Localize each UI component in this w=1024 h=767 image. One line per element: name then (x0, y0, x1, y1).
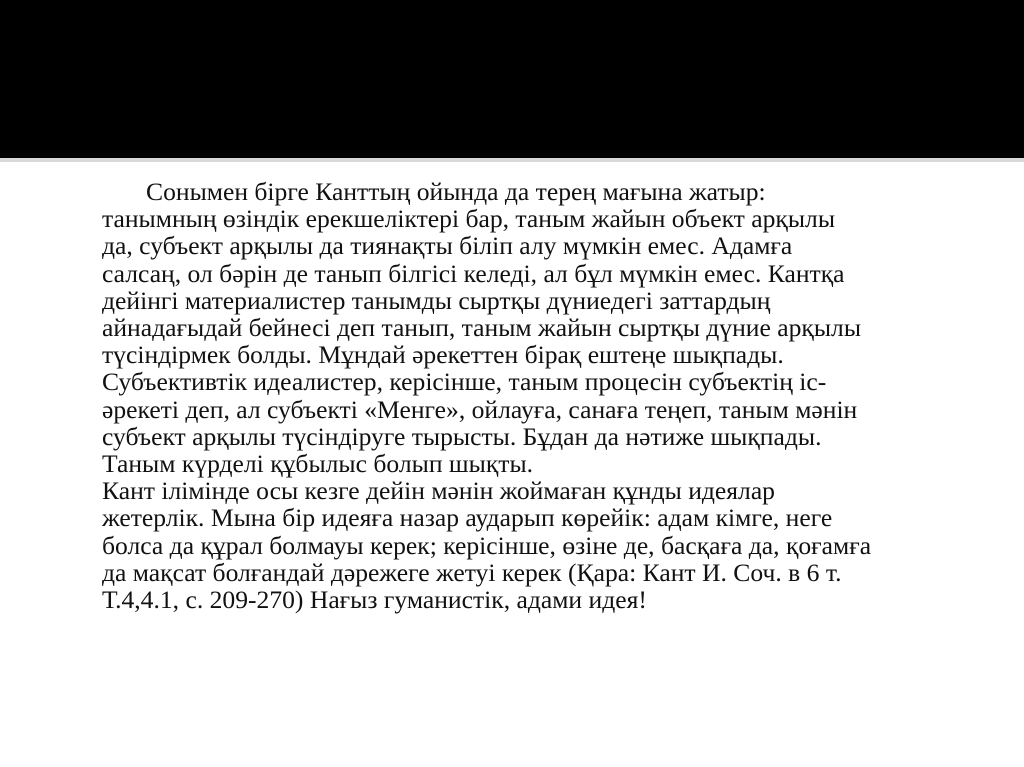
title-band (0, 0, 1024, 158)
text-line: субъект арқылы түсіндіруге тырысты. Бұдан да нәтиже шықпады. (102, 421, 822, 451)
text-line: Т.4,4.1, с. 209-270) Нағыз гуманистік, адами идея! (102, 585, 647, 615)
text-line: дейінгі материалистер танымды сыртқы дүниедегі заттардың (102, 285, 771, 315)
text-line: болса да құрал болмауы керек; керісінше, өзіне де, басқаға да, қоғамға (102, 530, 872, 560)
text-line: танымның өзіндік ерекшеліктері бар, таным жайын объект арқылы (102, 204, 836, 234)
text-line: айнадағыдай бейнесі деп танып, таным жайын сыртқы дүние арқылы (102, 313, 862, 343)
text-line: Сонымен бірге Канттың ойында да терең мағына жатыр: (146, 177, 766, 206)
text-line: әрекеті деп, ал субъекті «Менге», ойлауға, санаға теңеп, таным мәнін (102, 394, 858, 424)
text-line: Кант ілімінде осы кезге дейін мәнін жоймаған құнды идеялар (102, 476, 775, 506)
text-line: түсіндірмек болды. Мұндай әрекеттен бірақ ештеңе шықпады. (102, 340, 784, 370)
text-line: Таным күрделі құбылыс болып шықты. (102, 449, 534, 479)
text-line: Субъективтік идеалистер, керісінше, таным процесін субъектің іс- (102, 367, 827, 397)
text-line: жетерлік. Мына бір идеяға назар аударып көрейік: адам кімге, неге (102, 503, 833, 533)
text-line: салсаң, ол бәрін де танып білгісі келеді, ал бұл мүмкін емес. Кантқа (102, 258, 845, 288)
band-divider (0, 158, 1024, 162)
text-line: да мақсат болғандай дәрежеге жетуі керек (Қара: Кант И. Соч. в 6 т. (102, 557, 842, 587)
body-text (102, 178, 982, 613)
text-line: да, субъект арқылы да тиянақты біліп алу мүмкін емес. Адамға (102, 231, 793, 261)
